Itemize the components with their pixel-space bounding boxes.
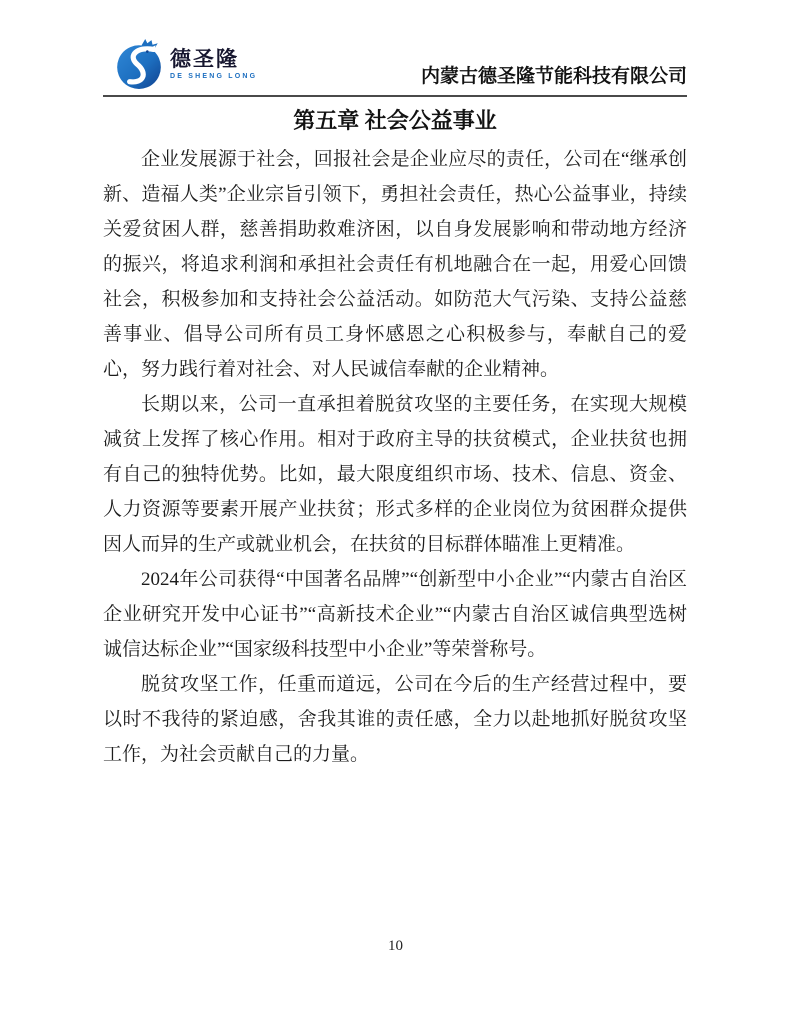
page-header [103,38,687,97]
company-logo [113,38,257,90]
document-body [103,142,687,772]
paragraph: 2024年公司获得“中国著名品牌”“创新型中小企业”“内蒙古自治区企业研究开发中心证书”“高新技术企业”“内蒙古自治区诚信典型选树诚信达标企业”“国家级科技型中小企业”等荣誉称号。 [103,569,687,660]
paragraph: 企业发展源于社会，回报社会是企业应尽的责任，公司在“继承创新、造福人类”企业宗旨引领下，勇担社会责任，热心公益事业，持续关爱贫困人群，慈善捐助救难济困，以自身发展影响和带动地方经济的振兴，将追求利润和承担社会责任有机地融合在一起，用爱心回馈社会，积极参加和支持社会公益活动。如防范大气污染、支持公益慈善事业、倡导公司所有员工身怀感恩之心积极参与，奉献自己的爱心，努力践行着对社会、对人民诚信奉献的企业精神。 [103,149,687,380]
dragon-logo-icon [113,38,165,90]
paragraph: 脱贫攻坚工作，任重而道远，公司在今后的生产经营过程中，要以时不我待的紧迫感，舍我其谁的责任感，全力以赴地抓好脱贫攻坚工作，为社会贡献自己的力量。 [103,674,687,765]
paragraph: 长期以来，公司一直承担着脱贫攻坚的主要任务，在实现大规模减贫上发挥了核心作用。相对于政府主导的扶贫模式，企业扶贫也拥有自己的独特优势。比如，最大限度组织市场、技术、信息、资金、人力资源等要素开展产业扶贫；形式多样的企业岗位为贫困群众提供因人而异的生产或就业机会，在扶贫的目标群体瞄准上更精准。 [103,394,687,555]
page-number: 10 [388,938,403,954]
logo-text [170,49,257,80]
chapter-title: 第五章 社会公益事业 [293,108,497,133]
logo-name-cn: 德圣隆 [170,47,239,71]
company-name: 内蒙古德圣隆节能科技有限公司 [420,66,687,87]
logo-name-en: DE SHENG LONG [170,72,258,80]
